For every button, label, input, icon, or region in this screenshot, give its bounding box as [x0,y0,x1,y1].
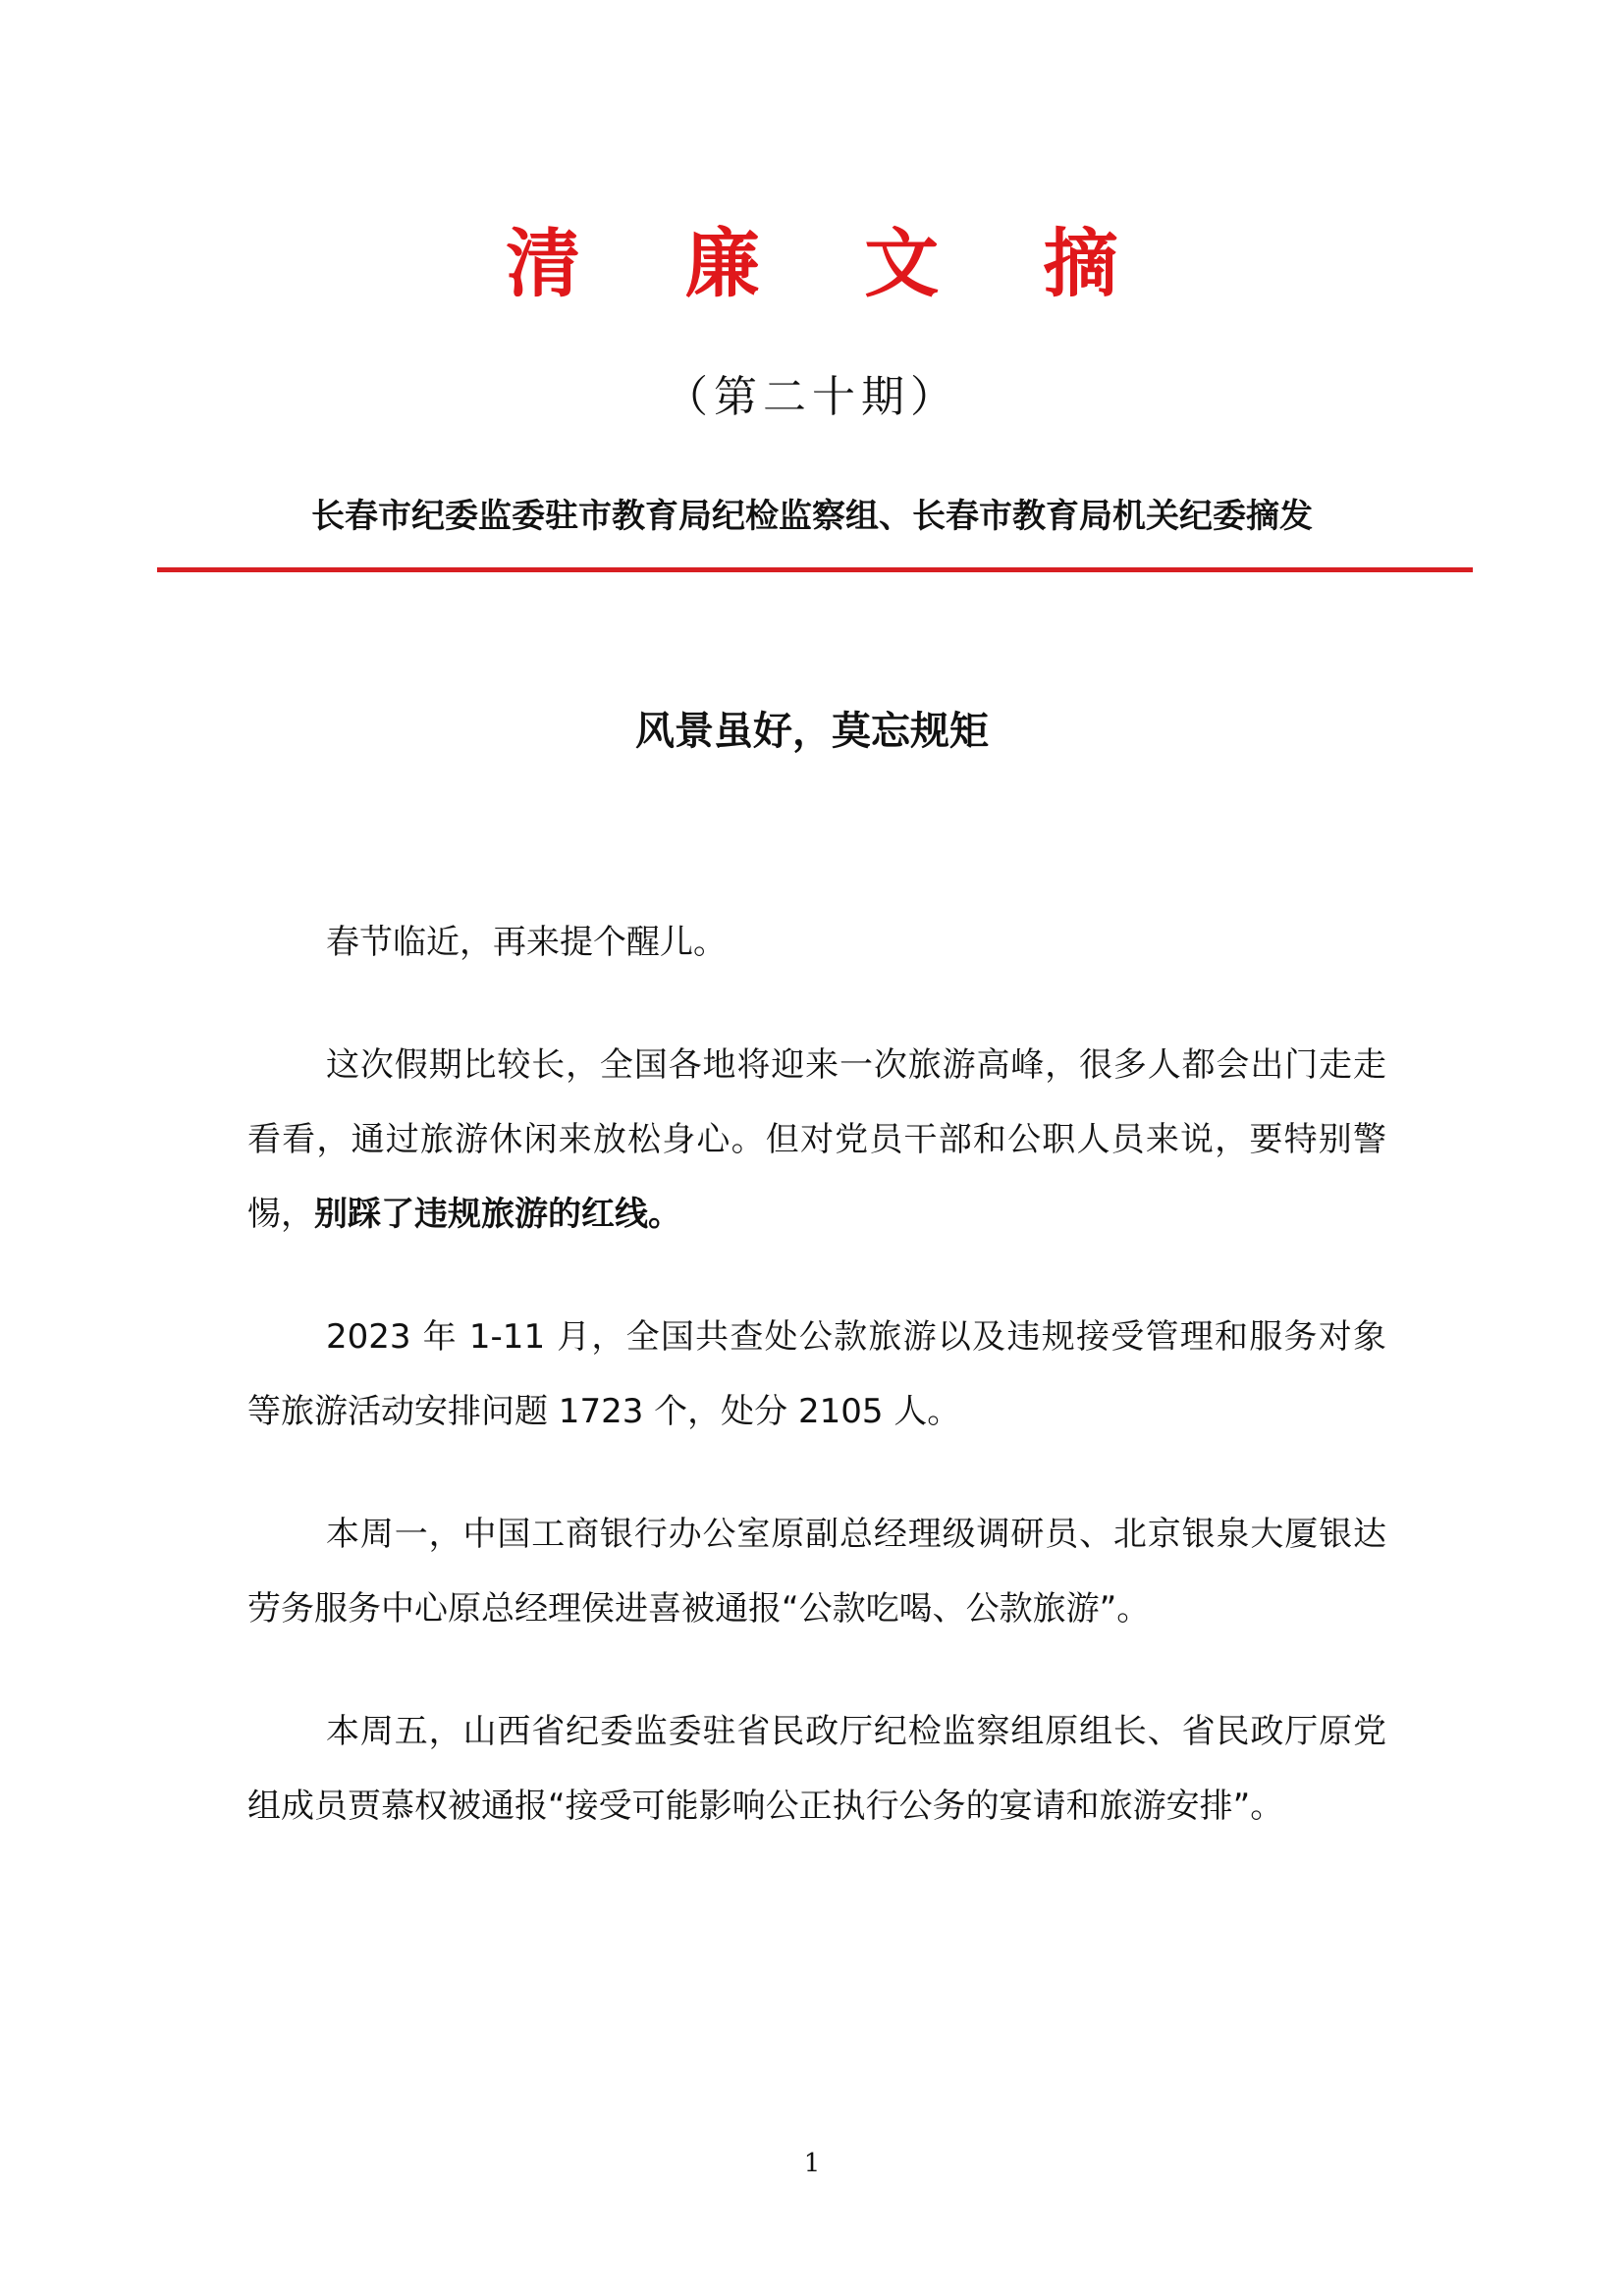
masthead-divider [157,567,1473,572]
publisher-line: 长春市纪委监委驻市教育局纪检监察组、长春市教育局机关纪委摘发 [311,497,1313,536]
article-title: 风景虽好，莫忘规矩 [635,709,989,754]
page-number: 1 [803,2149,821,2178]
paragraph-5 [247,1694,1386,1843]
masthead-title: 清 廉 文 摘 [506,220,1158,307]
paragraph-1 [247,905,1386,980]
paragraph-4 [247,1497,1386,1646]
paragraph-text: 这次假期比较长，全国各地将迎来一次旅游高峰，很多人都会出门走走看看，通过旅游休闲来放松身心。但对党员干部和公职人员来说，要特别警惕， [247,1045,1386,1234]
emphasis-text: 别踩了违规旅游的红线。 [314,1195,681,1234]
paragraph-text: 本周一，中国工商银行办公室原副总经理级调研员、北京银泉大厦银达劳务服务中心原总经理侯进喜被通报“公款吃喝、公款旅游”。 [247,1515,1386,1629]
issue-number: （第二十期） [665,372,959,422]
paragraph-text: 春节临近，再来提个醒儿。 [326,923,727,962]
paragraph-3 [247,1300,1386,1449]
paragraph-text: 本周五，山西省纪委监委驻省民政厅纪检监察组原组长、省民政厅原党组成员贾慕权被通报“接受可能影响公正执行公务的宴请和旅游安排”。 [247,1712,1386,1826]
article-body [247,905,1386,1892]
paragraph-2 [247,1028,1386,1252]
paragraph-text: 2023 年 1-11 月，全国共查处公款旅游以及违规接受管理和服务对象等旅游活动安排问题 1723 个，处分 2105 人。 [247,1317,1386,1431]
